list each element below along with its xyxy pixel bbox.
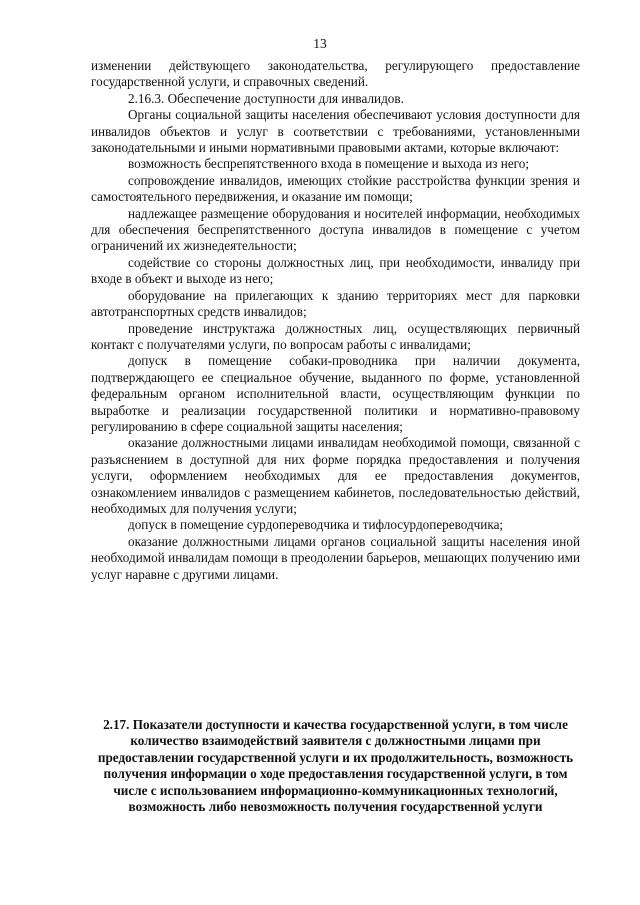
list-item-help: оказание должностными лицами инвалидам необходимой помощи, связанной с разъяснением в доступной для них форме порядка предоставления и получения услуги, оформлением необходимых для ее предоставления документов, ознакомлением инвалидов с размещением кабинетов, последовательностью действий, необходимых для получения услуги; <box>91 435 580 516</box>
list-item-interpreter: допуск в помещение сурдопереводчика и тифлосурдопереводчика; <box>128 517 504 533</box>
body-text <box>91 58 580 583</box>
list-item-assistance-entry: содействие со стороны должностных лиц, при необходимости, инвалиду при входе в объект и выходе из него; <box>91 254 580 287</box>
list-item-parking: оборудование на прилегающих к зданию территориях мест для парковки автотранспортных средств инвалидов; <box>91 287 580 320</box>
list-item-other-help: оказание должностными лицами органов социальной защиты населения иной необходимой инвалидам помощи в преодолении барьеров, мешающих получению ими услуг наравне с другими лицами. <box>91 533 580 582</box>
list-item-escort: сопровождение инвалидов, имеющих стойкие расстройства функции зрения и самостоятельного передвижения, и оказание им помощи; <box>91 172 580 205</box>
list-item-equipment: надлежащее размещение оборудования и носителей информации, необходимых для обеспечения беспрепятственного доступа инвалидов в помещение с учетом ограничений их жизнедеятельности; <box>91 205 580 254</box>
list-item-briefing: проведение инструктажа должностных лиц, осуществляющих первичный контакт с получателями услуги, по вопросам работы с инвалидами; <box>91 320 580 352</box>
paragraph-continuation: изменении действующего законодательства, регулирующего предоставление государственной услуги, и справочных сведений. <box>91 58 580 90</box>
page-number: 13 <box>313 36 327 51</box>
paragraph-intro: Органы социальной защиты населения обеспечивают условия доступности для инвалидов объектов и услуг в соответствии с требованиями, установленными законодательными и иными нормативными правовыми актами, которые включают: <box>91 107 580 156</box>
list-item-entrance: возможность беспрепятственного входа в помещение и выхода из него; <box>128 156 530 172</box>
paragraph-subsection-title: 2.16.3. Обеспечение доступности для инвалидов. <box>128 90 404 106</box>
list-item-guide-dog: допуск в помещение собаки-проводника при наличии документа, подтверждающего ее специальное обучение, выданного по форме, установленной федеральным органом исполнительной власти, осуществляющим функции по выработке и реализации государственной политики и нормативно-правовому регулированию в сфере социальной защиты населения; <box>91 353 580 434</box>
section-heading: 2.17. Показатели доступности и качества государственной услуги, в том числе количество взаимодействий заявителя с должностными лицами при предоставлении государственной услуги и их продолжительность, возможность получения информации о ходе предоставления государственной услуги, в том числе с использованием информационно-коммуникационных технологий, возможность либо невозможность получения государственной услуги <box>97 717 574 815</box>
